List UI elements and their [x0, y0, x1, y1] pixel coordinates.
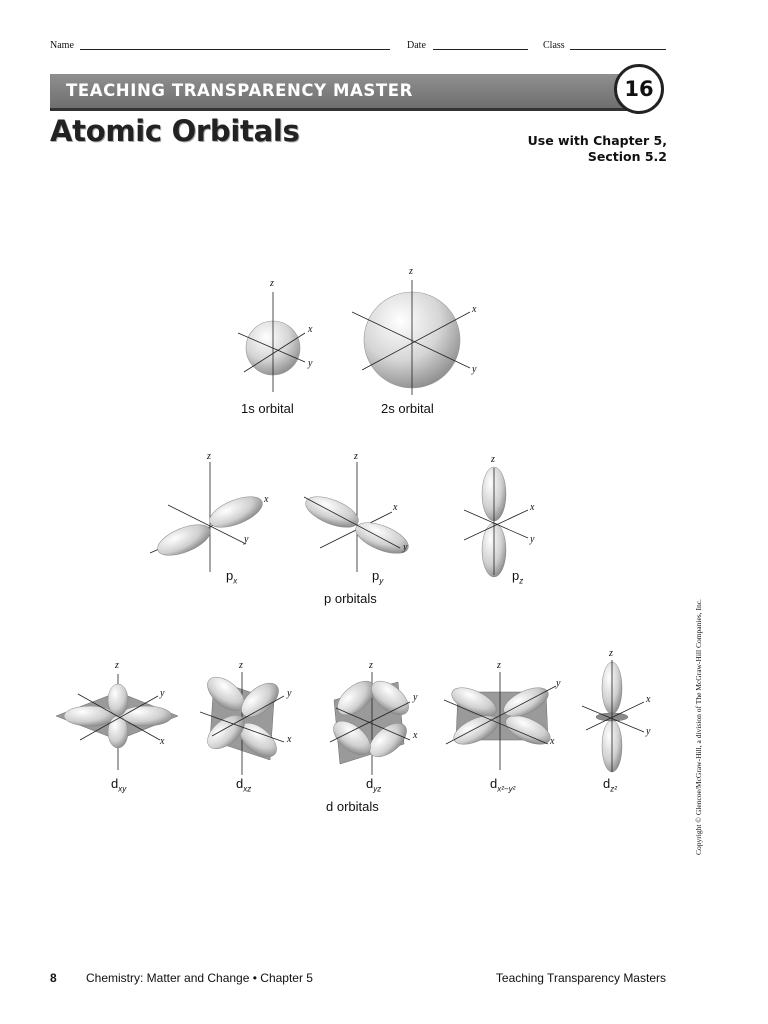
axis-label-z: z — [354, 451, 358, 462]
axis-label-x: x — [472, 304, 477, 315]
orbital-2s — [352, 280, 470, 395]
axis-label-x: x — [160, 736, 165, 747]
axis-label-y: y — [556, 678, 561, 689]
page-number: 8 — [50, 971, 57, 985]
axis-label-z: z — [409, 266, 413, 277]
axis-label-y: y — [530, 534, 535, 545]
axis-label-x: x — [264, 494, 269, 505]
label-d-orbitals: d orbitals — [326, 799, 379, 814]
label-1s-orbital: 1s orbital — [241, 401, 294, 416]
label-dx2-y2: $d_{x^2-y^2}$ — [490, 776, 516, 794]
label-dxz: $d_{xz}$ — [236, 776, 252, 794]
banner-text: TEACHING TRANSPARENCY MASTER — [66, 81, 413, 100]
axis-label-y: y — [244, 534, 249, 545]
date-label: Date — [407, 40, 426, 51]
label-px: $p_x$ — [226, 568, 238, 586]
label-pz: $p_z$ — [512, 568, 524, 586]
copyright-notice: Copyright © Glencoe/McGraw-Hill, a division of The McGraw-Hill Companies, Inc. — [694, 599, 703, 855]
axis-label-z: z — [115, 660, 119, 671]
use-with-chapter: Use with Chapter 5, — [527, 133, 667, 148]
label-p-orbitals: p orbitals — [324, 591, 377, 606]
orbital-dxz — [200, 671, 285, 775]
orbital-px — [150, 462, 269, 572]
axis-label-z: z — [497, 660, 501, 671]
orbital-dyz — [327, 672, 414, 775]
axis-label-x: x — [550, 736, 555, 747]
axis-label-z: z — [270, 278, 274, 289]
label-dyz: $d_{yz}$ — [366, 776, 382, 794]
axis-label-z: z — [491, 454, 495, 465]
use-with-section: Section 5.2 — [587, 149, 667, 164]
axis-label-x: x — [530, 502, 535, 513]
label-2s-orbital: 2s orbital — [381, 401, 434, 416]
footer-series: Teaching Transparency Masters — [495, 971, 666, 985]
axis-label-y: y — [472, 364, 477, 375]
orbital-dx2-y2 — [444, 672, 556, 770]
axis-label-x: x — [308, 324, 313, 335]
axis-label-z: z — [609, 648, 613, 659]
axis-label-z: z — [369, 660, 373, 671]
label-dz2: $d_{z^2}$ — [603, 776, 617, 794]
name-label: Name — [50, 40, 74, 51]
axis-label-y: y — [646, 726, 651, 737]
axis-label-y: y — [287, 688, 292, 699]
axis-label-y: y — [403, 542, 408, 553]
orbital-pz — [464, 467, 528, 577]
transparency-number: 16 — [614, 64, 664, 114]
label-py: $p_y$ — [372, 568, 384, 586]
footer-book-title: Chemistry: Matter and Change • Chapter 5 — [86, 971, 313, 985]
axis-label-x: x — [413, 730, 418, 741]
page-title: Atomic Orbitals — [50, 114, 300, 148]
class-label: Class — [543, 40, 565, 51]
axis-label-y: y — [413, 692, 418, 703]
axis-label-x: x — [287, 734, 292, 745]
orbital-1s — [238, 292, 305, 392]
axis-label-y: y — [160, 688, 165, 699]
axis-label-y: y — [308, 358, 313, 369]
label-dxy: $d_{xy}$ — [111, 776, 127, 794]
orbital-dz2 — [582, 660, 644, 772]
orbital-py — [302, 462, 413, 572]
axis-label-x: x — [646, 694, 651, 705]
axis-label-z: z — [239, 660, 243, 671]
axis-label-z: z — [207, 451, 211, 462]
axis-label-x: x — [393, 502, 398, 513]
